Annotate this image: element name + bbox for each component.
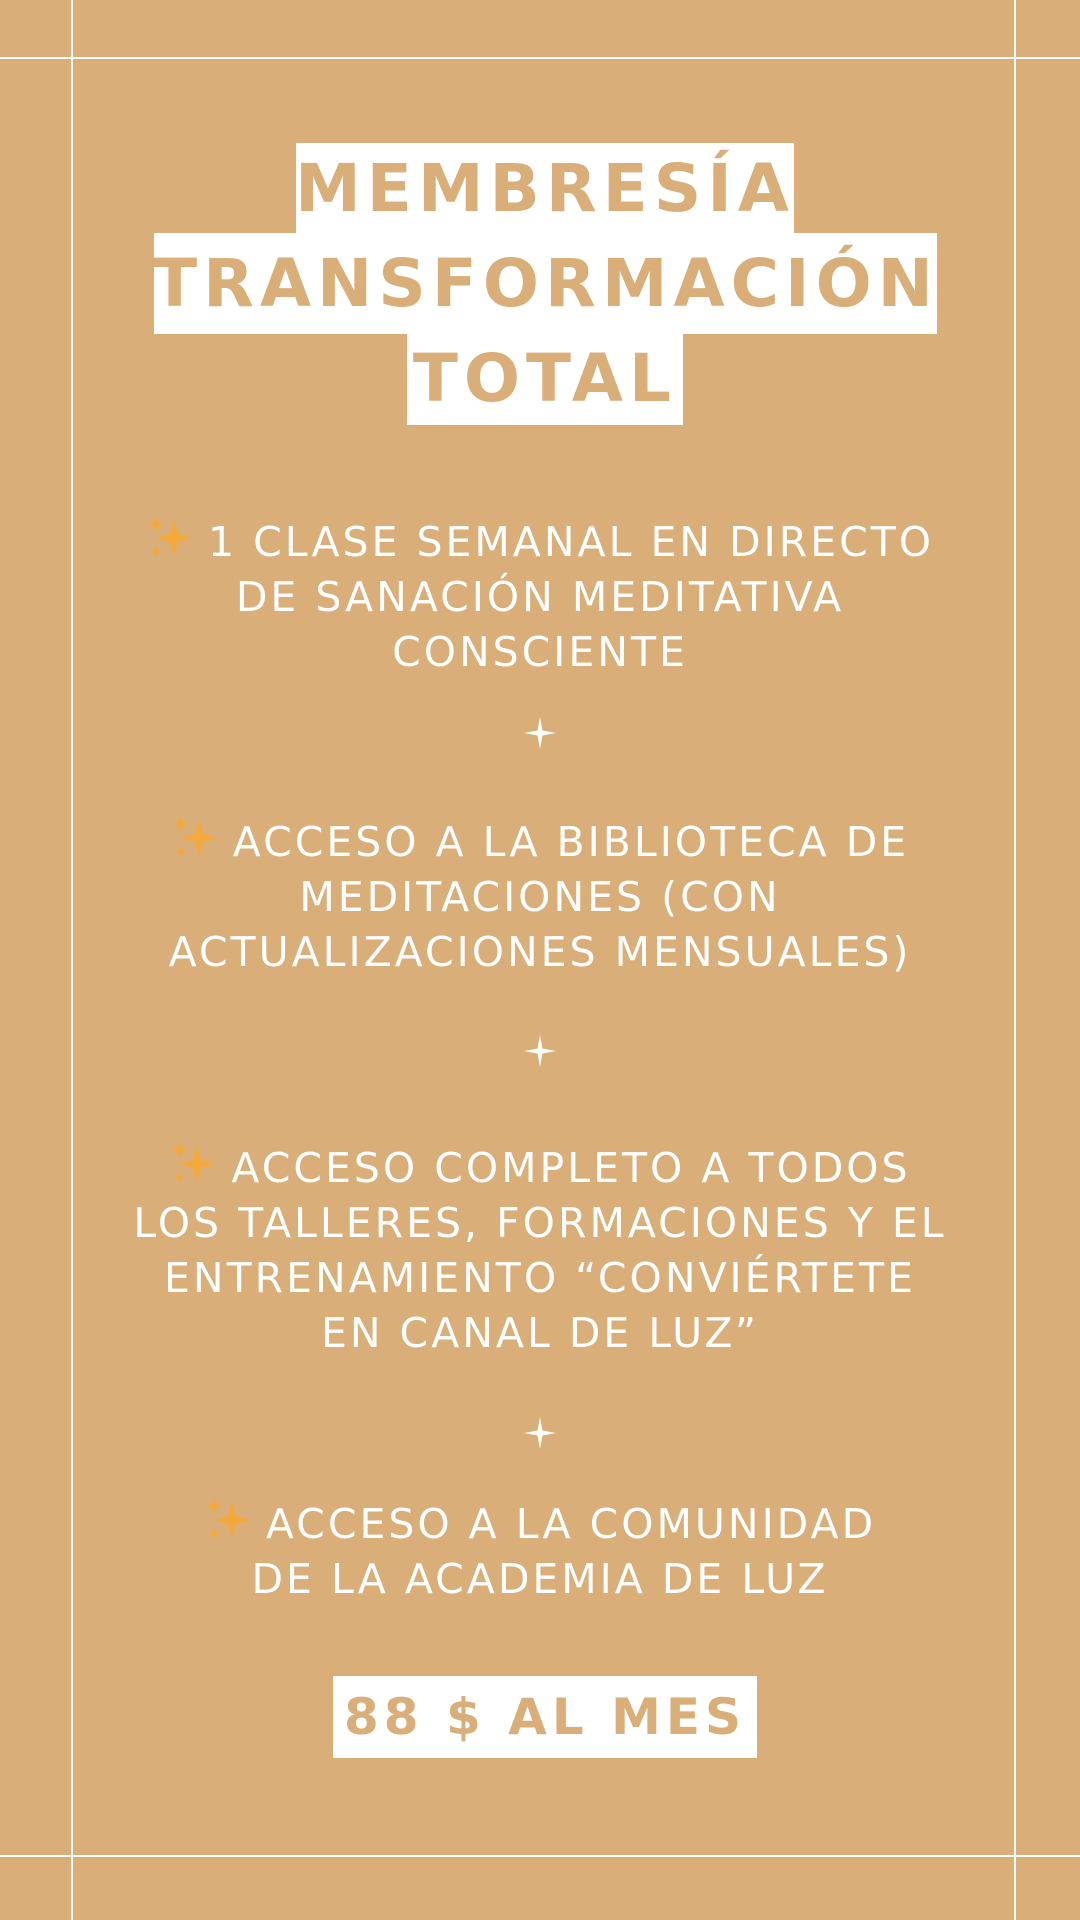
title-line-3: TOTAL bbox=[407, 333, 683, 425]
benefit-text: DE LA ACADEMIA DE LUZ bbox=[251, 1555, 829, 1603]
benefit-text: LOS TALLERES, FORMACIONES Y EL bbox=[133, 1199, 947, 1247]
benefit-text: EN CANAL DE LUZ” bbox=[320, 1309, 760, 1357]
sparkles-icon bbox=[146, 514, 194, 562]
four-point-star-icon bbox=[524, 1035, 556, 1067]
benefit-text: 1 CLASE SEMANAL EN DIRECTO bbox=[207, 518, 935, 566]
benefit-item bbox=[0, 1140, 1080, 1361]
four-point-star-icon bbox=[524, 1417, 556, 1449]
four-point-star-icon bbox=[524, 717, 556, 749]
benefit-text: DE SANACIÓN MEDITATIVA bbox=[235, 573, 845, 621]
benefit-text: MEDITACIONES (CON bbox=[299, 873, 781, 921]
benefit-item bbox=[0, 814, 1080, 980]
benefit-text: ACCESO A LA COMUNIDAD bbox=[265, 1500, 877, 1548]
title-block bbox=[0, 0, 1080, 430]
benefit-text: ACTUALIZACIONES MENSUALES) bbox=[168, 928, 912, 976]
sparkles-icon bbox=[204, 1496, 252, 1544]
price-badge: 88 $ AL MES bbox=[333, 1676, 757, 1758]
sparkles-icon bbox=[169, 1140, 217, 1188]
benefit-text: ENTRENAMIENTO “CONVIÉRTETE bbox=[164, 1254, 916, 1302]
frame-line-bottom bbox=[0, 1855, 1080, 1857]
title-line-1: MEMBRESÍA bbox=[296, 143, 794, 234]
sparkles-icon bbox=[171, 814, 219, 862]
benefit-text: ACCESO COMPLETO A TODOS bbox=[231, 1144, 911, 1192]
benefit-item bbox=[0, 1496, 1080, 1607]
title-line-2: TRANSFORMACIÓN bbox=[154, 233, 937, 334]
benefit-text: ACCESO A LA BIBLIOTECA DE bbox=[232, 818, 910, 866]
benefit-item bbox=[0, 514, 1080, 680]
benefit-text: CONSCIENTE bbox=[392, 628, 688, 676]
